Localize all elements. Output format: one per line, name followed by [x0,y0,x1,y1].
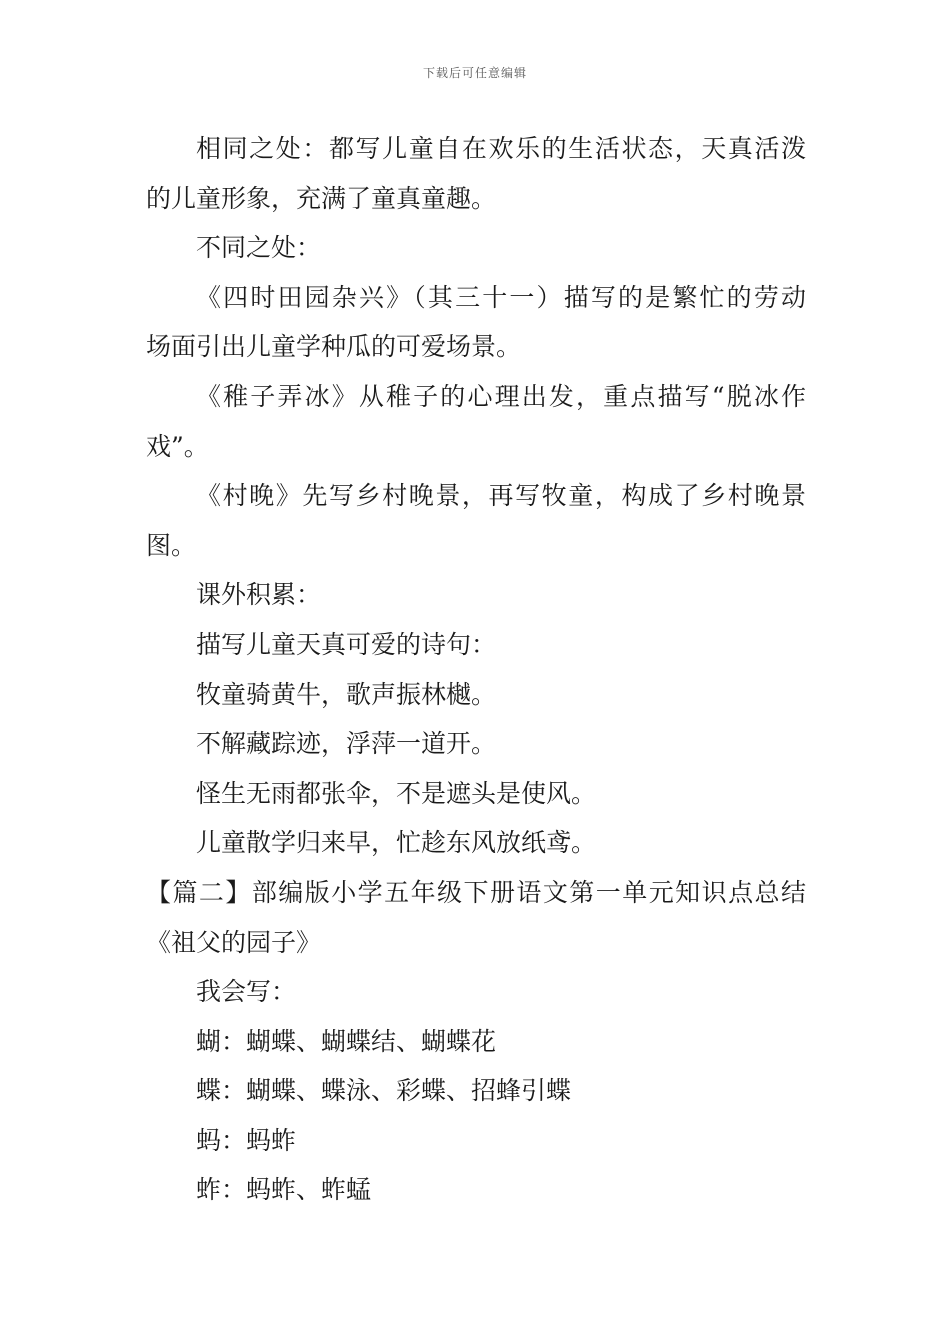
vocab-line: 蚂：蚂蚱 [196,1125,297,1155]
paragraph-line: 图。 [146,530,197,560]
paragraph-line: 《四时田园杂兴》（其三十一）描写的是繁忙的劳动 [196,282,806,312]
paragraph-line: 描写儿童天真可爱的诗句： [196,629,497,659]
paragraph-line: 《村晚》先写乡村晚景，再写牧童，构成了乡村晚景 [196,481,806,511]
paragraph-line: 的儿童形象，充满了童真童趣。 [146,183,497,213]
paragraph-line: 《稚子弄冰》从稚子的心理出发，重点描写“脱冰作 [196,381,806,411]
poem-line: 不解藏踪迹，浮萍一道开。 [196,729,497,759]
section-heading: 【篇二】部编版小学五年级下册语文第一单元知识点总结 [146,877,806,907]
paragraph-line: 相同之处：都写儿童自在欢乐的生活状态，天真活泼 [196,134,806,163]
document-body [146,124,806,1215]
vocab-line: 蝶：蝴蝶、蝶泳、彩蝶、招蜂引蝶 [196,1076,572,1106]
vocab-line: 蝴：蝴蝶、蝴蝶结、蝴蝶花 [196,1026,497,1056]
paragraph-line: 课外积累： [196,580,322,610]
poem-line: 儿童散学归来早，忙趁东风放纸鸢。 [196,828,597,858]
paragraph-line: 我会写： [196,977,297,1007]
paragraph-line: 场面引出儿童学种瓜的可爱场景。 [146,332,522,362]
page-header: 下载后可任意编辑 [422,66,527,80]
vocab-line: 蚱：蚂蚱、蚱蜢 [196,1175,372,1205]
lesson-title: 《祖父的园子》 [146,927,322,957]
paragraph-line: 不同之处： [196,233,322,263]
poem-line: 牧童骑黄牛，歌声振林樾。 [196,679,497,709]
poem-line: 怪生无雨都张伞，不是遮头是使风。 [196,778,597,808]
paragraph-line: 戏”。 [146,431,209,461]
